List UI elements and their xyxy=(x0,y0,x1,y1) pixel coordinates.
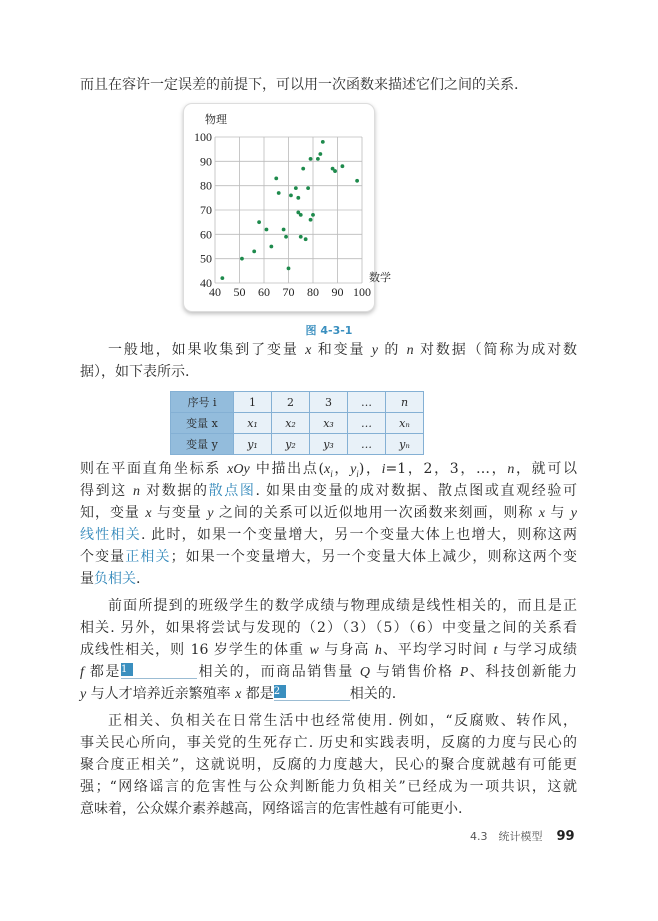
text: 相关的. xyxy=(349,686,397,702)
text: . 如果由变量的成对数据、散点图或直观经验可 xyxy=(255,483,578,499)
x-tick-label: 70 xyxy=(282,285,295,299)
text: 相关的，而商品销售量 xyxy=(196,664,360,680)
variable: y xyxy=(207,506,214,521)
text: =1，2，3，…， xyxy=(385,461,508,477)
y-axis-label: 物理 xyxy=(205,113,227,126)
text-line xyxy=(80,458,577,480)
table-row xyxy=(171,392,424,413)
data-point xyxy=(289,194,293,198)
data-point xyxy=(277,191,281,195)
data-point xyxy=(269,245,273,249)
table-row xyxy=(171,434,424,455)
text-line xyxy=(80,361,577,383)
data-point xyxy=(265,228,269,232)
variable: y xyxy=(570,506,578,521)
text-line xyxy=(108,710,577,732)
table-cell: y₂ xyxy=(272,434,310,455)
data-point xyxy=(304,237,308,241)
table-cell: 1 xyxy=(234,392,272,413)
text: ，就可以 xyxy=(514,461,578,477)
data-point xyxy=(299,213,303,217)
text: 与变量 xyxy=(151,505,208,521)
text-line xyxy=(80,480,577,502)
math-variable xyxy=(324,462,333,477)
variable: y xyxy=(371,343,378,358)
data-point xyxy=(341,164,345,168)
data-point xyxy=(316,157,320,161)
table-cell: n xyxy=(386,392,424,413)
x-tick-label: 60 xyxy=(258,285,270,299)
x-tick-label: 90 xyxy=(331,285,344,299)
text-line xyxy=(80,524,577,546)
math-variable xyxy=(227,462,250,477)
row-header: 变量 y xyxy=(171,434,234,455)
paired-data-table xyxy=(170,391,424,455)
x-tick-label: 100 xyxy=(353,285,371,299)
math-variable xyxy=(350,462,359,477)
variable: x xyxy=(324,462,331,477)
text-line xyxy=(80,732,577,754)
text: 正相关、负相关在日常生活中也经常使用. 例如，“反腐败、转作风， xyxy=(108,713,577,729)
data-point xyxy=(287,267,291,271)
text: 的 xyxy=(377,342,407,358)
text: 之间的关系可以近似地用一次函数来刻画，则称 xyxy=(213,505,539,521)
y-tick-label: 80 xyxy=(200,178,212,193)
x-tick-label: 80 xyxy=(307,285,319,299)
data-point xyxy=(257,220,261,224)
text-line xyxy=(108,339,577,361)
math-variable xyxy=(375,643,382,658)
table-cell: x₁ xyxy=(234,413,272,434)
text: 强；“网络谣言的危害性与公众判断能力负相关”已经成为一项共识，这就 xyxy=(80,779,577,795)
variable: n xyxy=(507,462,515,477)
variable: h xyxy=(374,643,382,658)
data-point xyxy=(294,186,298,190)
page-footer xyxy=(470,828,575,844)
text: 一般地，如果收集到了变量 xyxy=(108,342,306,358)
x-tick-label: 40 xyxy=(209,285,221,299)
scatter-figure xyxy=(183,103,391,312)
text: 、科技创新能力 xyxy=(468,664,578,680)
blank-number: 1 xyxy=(121,663,133,676)
variable: n xyxy=(406,343,414,358)
fill-in-blank[interactable] xyxy=(274,684,350,701)
key-term: 负相关 xyxy=(94,571,136,587)
data-point xyxy=(296,196,300,200)
table-cell: x₃ xyxy=(310,413,348,434)
table-cell: 2 xyxy=(272,392,310,413)
text: 个变量 xyxy=(80,549,126,565)
text: 成线性相关，则 16 岁学生的体重 xyxy=(80,642,310,658)
text-line xyxy=(80,798,577,820)
x-axis-label: 数学 xyxy=(369,271,391,284)
y-tick-label: 70 xyxy=(200,203,212,217)
text: . xyxy=(136,571,141,587)
text: 则在平面直角坐标系 xyxy=(80,461,228,477)
math-variable xyxy=(571,506,577,521)
math-variable xyxy=(460,665,469,680)
text: 与 xyxy=(544,505,571,521)
text: 聚合度正相关”，这就说明，反腐的力度越大，民心的聚合度就越有可能更 xyxy=(80,757,577,773)
text: 知，变量 xyxy=(80,505,146,521)
text: 和变量 xyxy=(311,342,372,358)
math-variable xyxy=(133,484,140,499)
text: 据），如下表所示. xyxy=(80,364,190,380)
key-term: 散点图 xyxy=(208,483,256,499)
blank-number: 2 xyxy=(274,685,286,698)
variable: x xyxy=(235,687,242,702)
variable: x xyxy=(145,506,152,521)
text: 量 xyxy=(80,571,94,587)
table-cell: … xyxy=(348,392,386,413)
data-point xyxy=(355,179,359,183)
text-line xyxy=(80,639,577,661)
subscript: i xyxy=(356,468,359,479)
text: 都是 xyxy=(241,686,274,702)
text: ；如果一个变量增大，另一个变量大体上减少，则称这两个变 xyxy=(170,549,577,565)
text: 中描出点( xyxy=(249,461,324,477)
text-line xyxy=(80,617,577,639)
text-line xyxy=(80,546,577,568)
variable: n xyxy=(132,484,140,499)
variable: xOy xyxy=(227,462,250,477)
table-cell: y₁ xyxy=(234,434,272,455)
fill-in-blank[interactable] xyxy=(121,662,197,679)
y-tick-label: 90 xyxy=(200,154,212,169)
figure-caption: 图 4-3-1 xyxy=(305,324,353,337)
variable: x xyxy=(305,343,312,358)
variable: y xyxy=(350,462,357,477)
text: 意味着，公众媒介素养越高，网络谣言的危害性越有可能更小. xyxy=(80,801,463,817)
table-cell: xₙ xyxy=(386,413,424,434)
data-point xyxy=(333,169,337,173)
table-cell: … xyxy=(348,413,386,434)
data-point xyxy=(252,249,256,253)
y-tick-label: 100 xyxy=(194,130,212,144)
scatter-plot xyxy=(184,104,391,311)
y-tick-label: 60 xyxy=(200,227,212,242)
text-line xyxy=(80,683,577,705)
math-variable xyxy=(310,643,319,658)
intro-text: 而且在容许一定误差的前提下，可以用一次函数来描述它们之间的关系. xyxy=(80,77,519,93)
table-cell: x₂ xyxy=(272,413,310,434)
text: ， xyxy=(332,461,351,477)
text: 对数据的 xyxy=(139,483,209,499)
text: 都是 xyxy=(83,664,121,680)
table-row xyxy=(171,413,424,434)
page-number: 99 xyxy=(556,829,575,844)
text-line xyxy=(80,754,577,776)
data-point xyxy=(282,228,286,232)
data-point xyxy=(306,186,310,190)
data-point xyxy=(240,257,244,261)
text-line xyxy=(80,776,577,798)
text: . 此时，如果一个变量增大，另一个变量大体上也增大，则称这两 xyxy=(141,527,577,543)
text: 事关民心所向，事关党的生死存亡. 历史和实践表明，反腐的力度与民心的 xyxy=(80,735,577,751)
table-cell: yₙ xyxy=(386,434,424,455)
text: 与销售价格 xyxy=(370,664,460,680)
text: 得到这 xyxy=(80,483,133,499)
text: 前面所提到的班级学生的数学成绩与物理成绩是线性相关的，而且是正 xyxy=(108,598,577,614)
variable: x xyxy=(538,506,545,521)
variable: i xyxy=(381,462,386,477)
data-point xyxy=(301,167,305,171)
data-point xyxy=(311,213,315,217)
math-variable xyxy=(407,343,414,358)
key-term: 线性相关 xyxy=(80,527,142,543)
text-line xyxy=(80,661,577,683)
text-line xyxy=(80,568,577,590)
data-point xyxy=(274,176,278,180)
text: 相关. 另外，如果将尝试与发现的（2）（3）（5）（6）中变量之间的关系看 xyxy=(80,620,577,636)
variable: t xyxy=(493,643,498,658)
y-tick-label: 40 xyxy=(200,276,212,290)
text-line xyxy=(80,502,577,524)
data-point xyxy=(284,235,288,239)
variable: w xyxy=(309,643,319,658)
text: )， xyxy=(358,461,382,477)
key-term: 正相关 xyxy=(125,549,171,565)
variable: P xyxy=(459,665,469,680)
table-cell: 3 xyxy=(310,392,348,413)
data-point xyxy=(299,235,303,239)
text: 对数据（简称为成对数 xyxy=(413,342,578,358)
math-variable xyxy=(360,665,370,680)
text: 、平均学习时间 xyxy=(381,642,494,658)
x-tick-label: 50 xyxy=(233,285,246,299)
text: 与人才培养近亲繁殖率 xyxy=(86,686,236,702)
data-point xyxy=(309,157,313,161)
variable: y xyxy=(80,687,87,702)
text: 与身高 xyxy=(318,642,375,658)
variable: f xyxy=(80,665,84,680)
variable: Q xyxy=(359,665,371,680)
data-point xyxy=(318,152,322,156)
table-cell: y₃ xyxy=(310,434,348,455)
row-header: 序号 i xyxy=(171,392,234,413)
subscript: i xyxy=(330,468,333,479)
table-cell: … xyxy=(348,434,386,455)
data-point xyxy=(321,140,325,144)
data-point xyxy=(309,218,313,222)
section-title: 4.3 统计模型 xyxy=(470,830,543,843)
y-tick-label: 50 xyxy=(200,251,212,266)
data-point xyxy=(220,276,224,280)
row-header: 变量 x xyxy=(171,413,234,434)
text: 与学习成绩 xyxy=(497,642,577,658)
text-line xyxy=(108,595,577,617)
